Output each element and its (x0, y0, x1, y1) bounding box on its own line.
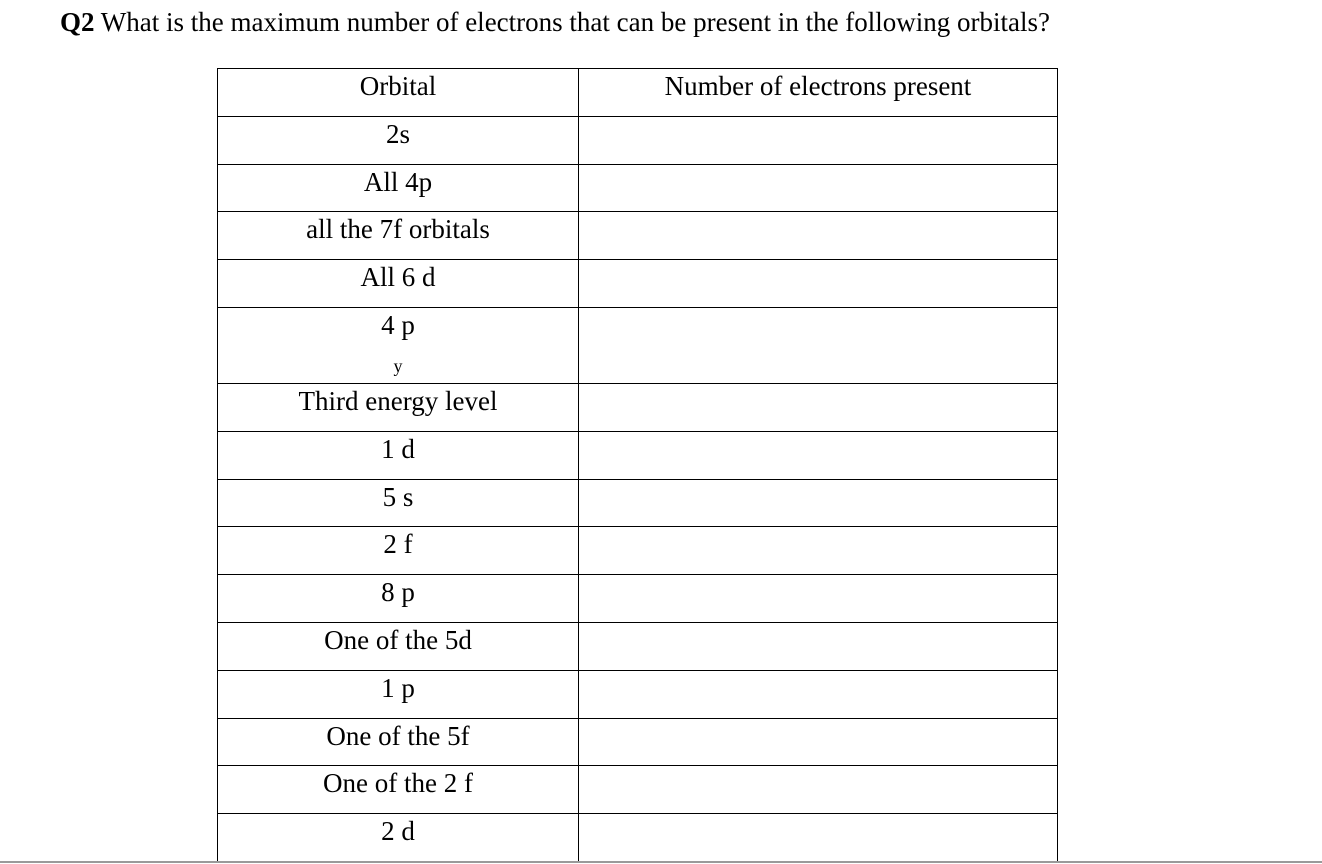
orbital-label: 5 s (382, 481, 414, 512)
orbital-label: 2s (385, 118, 410, 149)
answer-value[interactable] (579, 212, 1057, 246)
orbital-label: 4 p (381, 309, 415, 340)
answer-cell[interactable] (579, 766, 1058, 814)
header-orbital-label: Orbital (359, 71, 437, 101)
answer-cell[interactable] (579, 622, 1058, 670)
orbital-label: 2 d (381, 816, 415, 847)
orbital-cell (218, 814, 579, 862)
answer-cell[interactable] (579, 212, 1058, 260)
orbital-label: All 4p (363, 166, 433, 197)
orbital-label: One of the 2 f (323, 768, 473, 799)
orbital-label-with-subscript (218, 308, 578, 383)
orbital-label: 1 p (381, 672, 415, 703)
orbital-label: One of the 5d (324, 624, 472, 655)
orbital-cell (218, 527, 579, 575)
table-row (218, 575, 1058, 623)
orbital-label: 2 f (383, 529, 413, 560)
table-row (218, 527, 1058, 575)
answer-value[interactable] (579, 671, 1057, 705)
orbital-cell (218, 307, 579, 383)
orbital-cell (218, 575, 579, 623)
table-row (218, 307, 1058, 383)
answer-cell[interactable] (579, 814, 1058, 862)
table-header-row (218, 69, 1058, 117)
orbital-cell (218, 212, 579, 260)
table-row (218, 766, 1058, 814)
orbital-cell (218, 164, 579, 212)
orbital-cell (218, 766, 579, 814)
orbital-cell (218, 260, 579, 308)
answer-cell[interactable] (579, 479, 1058, 527)
orbital-label: 1 d (381, 433, 415, 464)
answer-value[interactable] (579, 719, 1057, 753)
question-number: Q2 (60, 7, 95, 37)
table-row (218, 260, 1058, 308)
table-row (218, 718, 1058, 766)
orbital-label: Third energy level (298, 385, 498, 416)
table-row (218, 479, 1058, 527)
question-text: What is the maximum number of electrons that can be present in the following orbitals? (100, 7, 1051, 37)
answer-value[interactable] (579, 480, 1057, 514)
answer-value[interactable] (579, 432, 1057, 466)
orbital-cell (218, 479, 579, 527)
answer-cell[interactable] (579, 527, 1058, 575)
orbital-cell (218, 116, 579, 164)
page-bottom-divider (0, 861, 1322, 863)
answer-value[interactable] (579, 623, 1057, 657)
answer-value[interactable] (579, 308, 1057, 342)
orbitals-table (217, 68, 1058, 862)
table-row (218, 212, 1058, 260)
orbital-cell (218, 718, 579, 766)
answer-value[interactable] (579, 165, 1057, 199)
answer-value[interactable] (579, 527, 1057, 561)
answer-value[interactable] (579, 575, 1057, 609)
answer-cell[interactable] (579, 164, 1058, 212)
answer-value[interactable] (579, 384, 1057, 418)
table-row (218, 622, 1058, 670)
answer-value[interactable] (579, 260, 1057, 294)
answer-cell[interactable] (579, 670, 1058, 718)
answer-cell[interactable] (579, 718, 1058, 766)
table-row (218, 164, 1058, 212)
answer-value[interactable] (579, 814, 1057, 848)
orbital-subscript: y (393, 355, 403, 376)
header-electrons-label: Number of electrons present (664, 71, 972, 101)
answer-value[interactable] (579, 766, 1057, 800)
answer-cell[interactable] (579, 575, 1058, 623)
orbital-cell (218, 622, 579, 670)
orbital-label: all the 7f orbitals (306, 214, 490, 245)
orbital-label: One of the 5f (326, 720, 470, 751)
answer-cell[interactable] (579, 383, 1058, 431)
answer-cell[interactable] (579, 431, 1058, 479)
orbital-cell (218, 670, 579, 718)
table-row (218, 670, 1058, 718)
answer-cell[interactable] (579, 307, 1058, 383)
answer-cell[interactable] (579, 260, 1058, 308)
header-electrons (579, 69, 1058, 117)
orbital-label: All 6 d (360, 262, 436, 293)
orbital-cell (218, 383, 579, 431)
table-row (218, 431, 1058, 479)
orbital-cell (218, 431, 579, 479)
question-heading (60, 4, 1050, 40)
answer-cell[interactable] (579, 116, 1058, 164)
header-orbital (218, 69, 579, 117)
orbital-label: 8 p (381, 577, 415, 608)
table-row (218, 814, 1058, 862)
table-row (218, 116, 1058, 164)
table-row (218, 383, 1058, 431)
answer-value[interactable] (579, 117, 1057, 151)
